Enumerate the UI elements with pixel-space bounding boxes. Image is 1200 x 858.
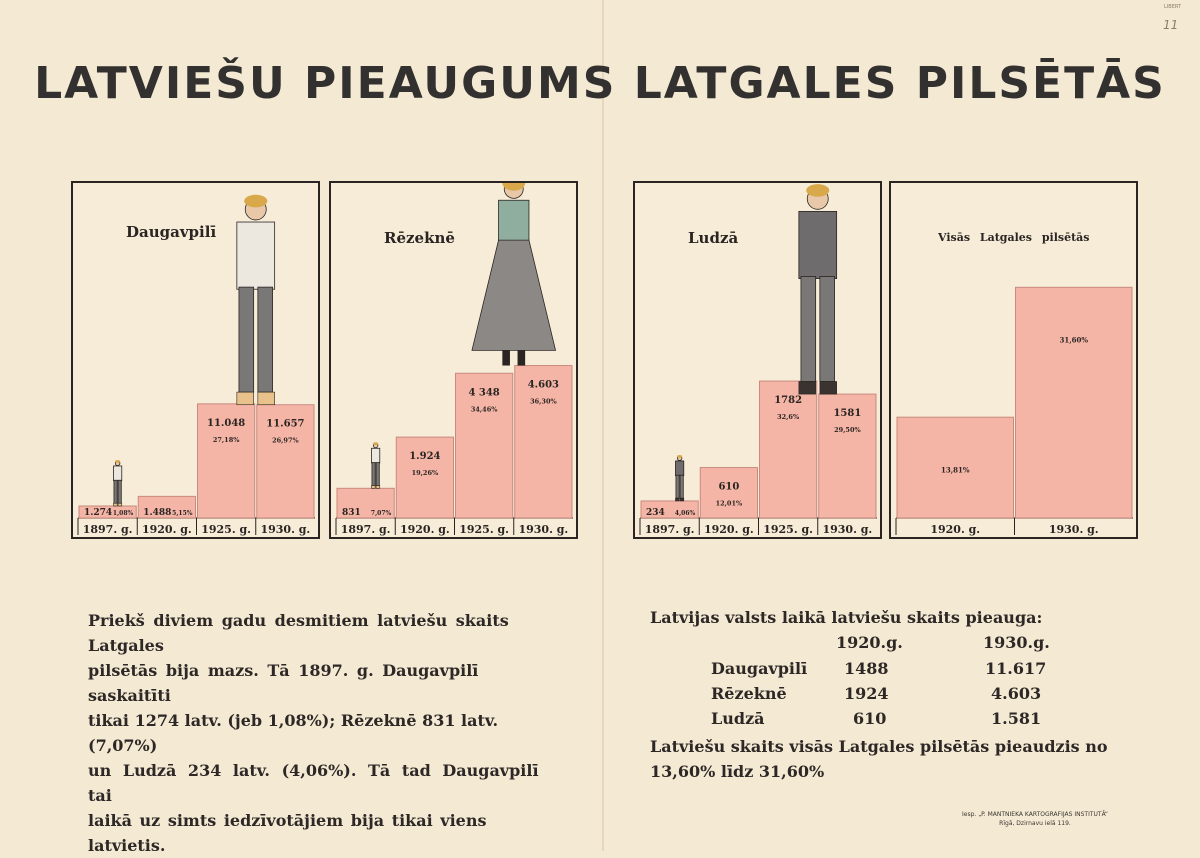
- man-figure: [371, 442, 379, 488]
- percent-label: 36,30%: [530, 397, 557, 406]
- percent-label: 13,81%: [940, 465, 970, 475]
- leg: [801, 277, 816, 382]
- chart-panel-ludza: [633, 181, 882, 539]
- data-label: 1581: [833, 408, 862, 420]
- value-1920: 1488: [844, 659, 889, 678]
- tick-label: 1925. g.: [201, 523, 252, 536]
- percent-label: 4,06%: [674, 510, 696, 517]
- leg: [680, 475, 683, 498]
- col-1920-header: 1920.g.: [836, 633, 903, 652]
- table-summary: 13,60% līdz 31,60%: [650, 762, 825, 781]
- shoe: [113, 503, 117, 506]
- corner-label: LIBERT: [1164, 4, 1182, 10]
- city-name: Daugavpilī: [711, 659, 808, 678]
- hair: [806, 184, 829, 197]
- torso: [371, 448, 379, 463]
- table-row: [650, 684, 1130, 708]
- tick-label: 1897. g.: [340, 523, 391, 536]
- man-figure: [237, 195, 275, 405]
- skirt: [472, 240, 556, 350]
- shoe: [118, 503, 122, 506]
- percent-label: 7,07%: [370, 510, 392, 517]
- percent-label: 34,46%: [470, 405, 498, 414]
- chart-panel-rezekne: [329, 181, 578, 539]
- paragraph-line: laikā uz simts iedzīvotājiem bija tikai viens latvietis.: [88, 811, 487, 855]
- tick-label: 1930. g.: [1048, 523, 1099, 536]
- leg: [118, 480, 121, 503]
- city-name: Ludzā: [711, 709, 765, 728]
- growth-table: [650, 608, 1130, 788]
- chart-svg: [635, 183, 880, 537]
- table-row: [650, 709, 1130, 733]
- tick-label: 1930. g.: [260, 523, 311, 536]
- chart-title: Ludzā: [688, 229, 739, 247]
- table-row: [650, 659, 1130, 683]
- shoe: [258, 392, 275, 405]
- tick-label: 1920. g.: [703, 523, 754, 536]
- chart-title: Visās Latgales pilsētās: [938, 231, 1090, 244]
- percent-label: 27,18%: [212, 435, 240, 444]
- tick-label: 1920. g.: [141, 523, 192, 536]
- poster-title: LATVIEŠU PIEAUGUMS LATGALES PILSĒTĀS: [34, 58, 1166, 109]
- value-1930: 1.581: [991, 709, 1042, 728]
- shoe: [799, 382, 816, 395]
- hair: [244, 195, 267, 208]
- tick-label: 1925. g.: [763, 523, 814, 536]
- paragraph-line: pilsētās bija mazs. Tā 1897. g. Daugavpilī saskaitīti: [88, 661, 479, 705]
- data-label: 831: [342, 508, 361, 518]
- data-label: 1.488: [143, 508, 172, 518]
- percent-label: 12,01%: [715, 499, 743, 508]
- data-label: 1.924: [409, 451, 441, 463]
- data-label: 610: [718, 481, 740, 493]
- data-label: 11.657: [266, 418, 305, 430]
- data-label: 234: [646, 508, 665, 518]
- percent-label: 19,26%: [411, 469, 439, 478]
- imprint-line: Iesp. „P. MANTNIEKA KARTOGRAFIJAS INSTITUTĀ“: [961, 811, 1109, 818]
- torso: [799, 211, 837, 278]
- hair: [373, 442, 378, 445]
- tick-label: 1930. g.: [518, 523, 569, 536]
- data-label: 4 348: [468, 387, 500, 399]
- intro-paragraph: [88, 608, 568, 858]
- percent-label: 5,15%: [172, 510, 193, 517]
- value-1920: 610: [853, 709, 887, 728]
- man-figure: [799, 184, 837, 394]
- paragraph-line: Priekš diviem gadu desmitiem latviešu skaits Latgales: [88, 611, 509, 655]
- shoe: [820, 382, 837, 395]
- data-label: 1.274: [84, 508, 113, 518]
- shoe: [237, 392, 254, 405]
- torso: [113, 466, 121, 481]
- table-summary: Latviešu skaits visās Latgales pilsētās pieaudzis no: [650, 737, 1108, 756]
- leg: [518, 350, 526, 365]
- shoe: [376, 486, 380, 489]
- chart-panel-daugavpils: [71, 181, 320, 539]
- man-figure: [675, 455, 683, 501]
- shoe: [675, 498, 679, 501]
- bodice: [499, 200, 529, 242]
- percent-label: 1,08%: [112, 510, 134, 517]
- bar: [1016, 287, 1133, 518]
- table-header: [650, 633, 1130, 657]
- percent-label: 31,60%: [1059, 335, 1089, 345]
- leg: [376, 463, 379, 486]
- col-1930-header: 1930.g.: [983, 633, 1050, 652]
- chart-svg: [891, 183, 1136, 537]
- leg: [502, 350, 510, 365]
- table-intro: Latvijas valsts laikā latviešu skaits pieauga:: [650, 608, 1043, 627]
- chart-svg: [73, 183, 318, 537]
- data-label: 1782: [774, 395, 803, 407]
- leg: [372, 463, 375, 486]
- imprint-line: Rīgā, Dzirnavu ielā 119.: [999, 820, 1071, 827]
- leg: [820, 277, 835, 382]
- tick-label: 1920. g.: [399, 523, 450, 536]
- value-1930: 4.603: [991, 684, 1042, 703]
- city-name: Rēzeknē: [711, 684, 787, 703]
- tick-label: 1920. g.: [930, 523, 981, 536]
- corner-mark: 11: [1163, 18, 1179, 32]
- data-label: 11.048: [206, 417, 246, 429]
- tick-label: 1897. g.: [644, 523, 695, 536]
- chart-panel-latgale-total: [889, 181, 1138, 539]
- torso: [237, 222, 275, 289]
- tick-label: 1925. g.: [459, 523, 510, 536]
- paragraph-line: un Ludzā 234 latv. (4,06%). Tā tad Daugavpilī tai: [88, 761, 539, 805]
- hair: [115, 460, 120, 463]
- shoe: [371, 486, 375, 489]
- leg: [114, 480, 117, 503]
- man-figure: [113, 460, 121, 506]
- bar: [396, 437, 453, 518]
- woman-figure: [472, 183, 556, 366]
- paragraph-line: tikai 1274 latv. (jeb 1,08%); Rēzeknē 831 latv. (7,07%): [88, 711, 499, 755]
- tick-label: 1930. g.: [822, 523, 873, 536]
- percent-label: 26,97%: [272, 436, 299, 445]
- torso: [675, 461, 683, 476]
- chart-title: Daugavpilī: [126, 223, 217, 241]
- tick-label: 1897. g.: [82, 523, 133, 536]
- bar: [700, 468, 757, 518]
- leg: [676, 475, 679, 498]
- percent-label: 32,6%: [777, 413, 800, 422]
- chart-title: Rēzeknē: [384, 229, 455, 247]
- printer-imprint: [930, 810, 1140, 828]
- value-1930: 11.617: [985, 659, 1047, 678]
- leg: [258, 287, 273, 392]
- paper-fold: [602, 0, 604, 851]
- hair: [677, 455, 682, 458]
- chart-svg: [331, 183, 576, 537]
- leg: [239, 287, 254, 392]
- data-label: 4.603: [527, 379, 560, 391]
- value-1920: 1924: [844, 684, 889, 703]
- percent-label: 29,50%: [834, 426, 861, 435]
- shoe: [680, 498, 684, 501]
